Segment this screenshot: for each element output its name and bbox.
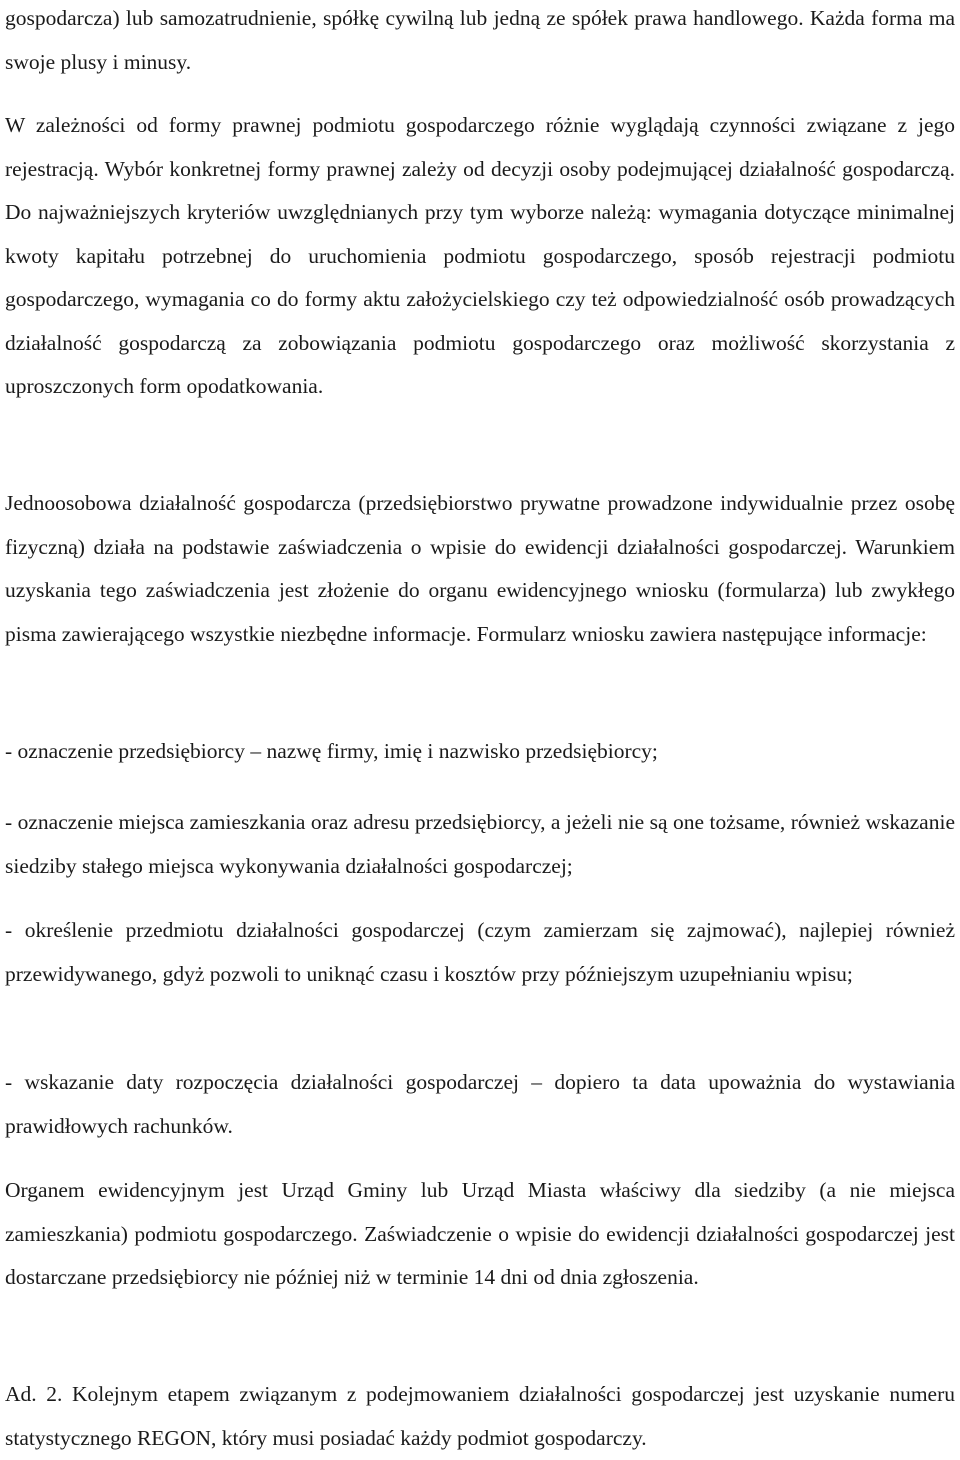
paragraph-ad-2: Ad. 2. Kolejnym etapem związanym z podejmowaniem działalności gospodarczej jest uzyskanie numeru statystycznego REGON, który musi posiadać każdy podmiot gospodarczy. [5, 1382, 955, 1450]
list-item: - określenie przedmiotu działalności gospodarczej (czym zamierzam się zajmować), najlepiej również przewidywanego, gdyż pozwoli to uniknąć czasu i kosztów przy późniejszym uzupełnianiu wpisu; [5, 918, 955, 986]
paragraph-sole-proprietorship: Jednoosobowa działalność gospodarcza (przedsiębiorstwo prywatne prowadzone indywidualnie przez osobę fizyczną) działa na podstawie zaświadczenia o wpisie do ewidencji działalności gospodarczej. Warunkiem uzyskania tego zaświadczenia jest złożenie do organu ewidencyjnego wniosku (formularza) lub zwykłego pisma zawierającego wszystkie niezbędne informacje. Formularz wniosku zawiera następujące informacje: [5, 491, 955, 646]
paragraph-registration-authority: Organem ewidencyjnym jest Urząd Gminy lub Urząd Miasta właściwy dla siedziby (a nie miejsca zamieszkania) podmiotu gospodarczego. Zaświadczenie o wpisie do ewidencji działalności gospodarczej jest dostarczane przedsiębiorcy nie później niż w terminie 14 dni od dnia zgłoszenia. [5, 1178, 955, 1289]
list-item: - oznaczenie miejsca zamieszkania oraz adresu przedsiębiorcy, a jeżeli nie są one tożsame, również wskazanie siedziby stałego miejsca wykonywania działalności gospodarczej; [5, 810, 955, 878]
list-item: - wskazanie daty rozpoczęcia działalności gospodarczej – dopiero ta data upoważnia do wystawiania prawidłowych rachunków. [5, 1070, 955, 1138]
list-item: - oznaczenie przedsiębiorcy – nazwę firmy, imię i nazwisko przedsiębiorcy; [5, 739, 658, 763]
paragraph-legal-forms: W zależności od formy prawnej podmiotu gospodarczego różnie wyglądają czynności związane z jego rejestracją. Wybór konkretnej formy prawnej zależy od decyzji osoby podejmującej działalność gospodarczą. Do najważniejszych kryteriów uwzględnianych przy tym wyborze należą: wymagania dotyczące minimalnej kwoty kapitału potrzebnej do uruchomienia podmiotu gospodarczego, sposób rejestracji podmiotu gospodarczego, wymagania co do formy aktu założycielskiego czy też odpowiedzialność osób prowadzących działalność gospodarczą za zobowiązania podmiotu gospodarczego oraz możliwość skorzystania z uproszczonych form opodatkowania. [5, 113, 955, 398]
paragraph-intro: gospodarcza) lub samozatrudnienie, spółkę cywilną lub jedną ze spółek prawa handlowego. Każda forma ma swoje plusy i minusy. [5, 6, 955, 74]
